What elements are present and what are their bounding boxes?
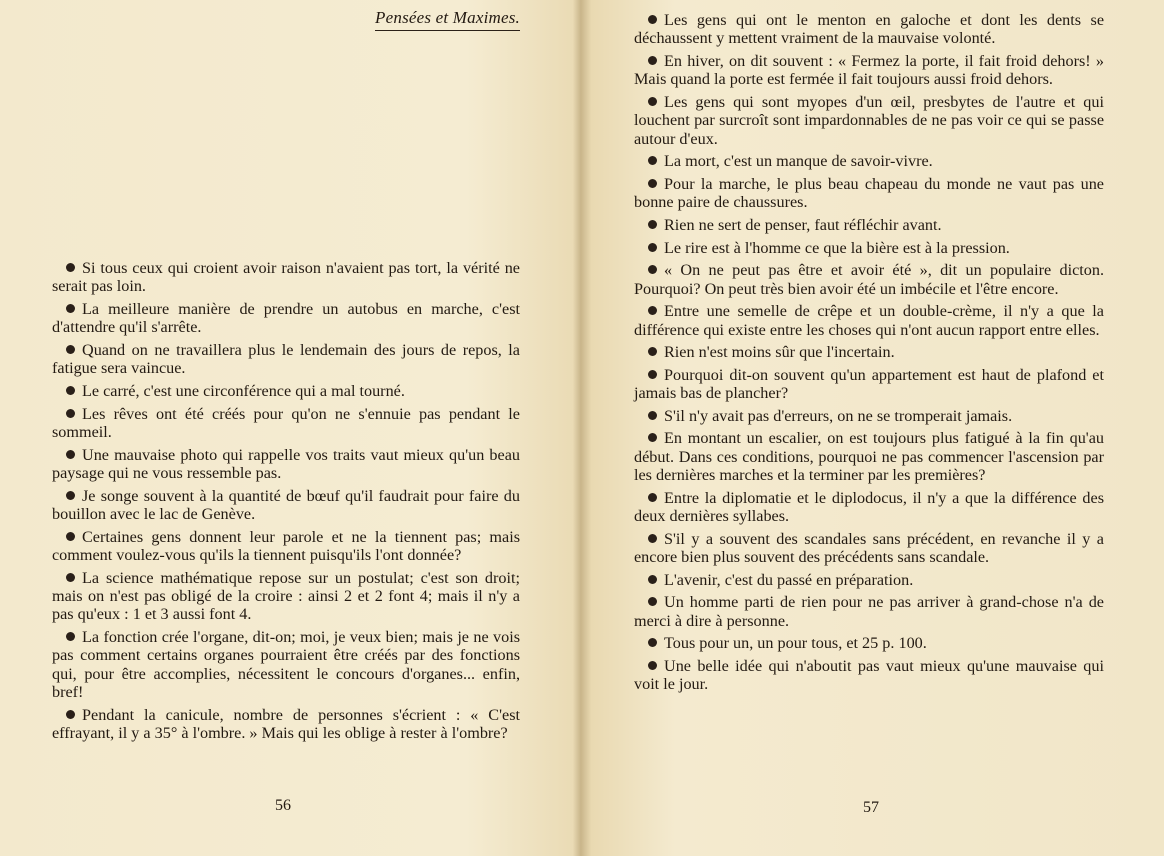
bullet-icon [648,56,657,65]
bullet-icon [648,411,657,420]
maxim-text: Tous pour un, un pour tous, et 25 p. 100. [664,634,927,653]
maxim-paragraph [52,628,520,702]
maxim-paragraph [634,52,1104,89]
maxim-text: La fonction crée l'organe, dit-on; moi, je veux bien; mais je ne vois pas comment certains organes pourraient être créés par des fonctions qui, pour être accomplies, nécessitent le concours d'organes... enfin, bref! [52,628,520,702]
running-head: Pensées et Maximes. [375,8,520,31]
bullet-icon [648,661,657,670]
bullet-icon [648,15,657,24]
bullet-icon [66,573,75,582]
bullet-icon [66,450,75,459]
page-number-right: 57 [863,799,879,816]
bullet-icon [66,345,75,354]
maxim-paragraph [634,261,1104,298]
bullet-icon [648,433,657,442]
maxim-paragraph [634,343,1104,361]
left-maxims-list [52,259,520,747]
maxim-paragraph [634,407,1104,425]
maxim-text: S'il n'y avait pas d'erreurs, on ne se tromperait jamais. [664,406,1013,425]
maxim-text: « On ne peut pas être et avoir été », dit un populaire dicton. Pourquoi? On peut très bien avoir été un imbécile et l'être encore. [634,261,1104,298]
maxim-text: En montant un escalier, on est toujours plus fatigué à la fin qu'au début. Dans ces conditions, pourquoi ne pas commencer l'ascension par les dernières marches et la terminer par les premières? [634,429,1104,485]
maxim-text: Le carré, c'est une circonférence qui a mal tourné. [82,382,405,400]
bullet-icon [648,243,657,252]
bullet-icon [66,491,75,500]
bullet-icon [648,370,657,379]
bullet-icon [648,638,657,647]
maxim-paragraph [52,528,520,565]
bullet-icon [648,534,657,543]
maxim-text: S'il y a souvent des scandales sans précédent, en revanche il y a encore bien plus souvent des précédents sans scandale. [634,529,1104,567]
maxim-text: Rien n'est moins sûr que l'incertain. [664,343,895,362]
bullet-icon [648,97,657,106]
bullet-icon [66,386,75,395]
maxim-paragraph [634,93,1104,148]
maxim-paragraph [634,593,1104,630]
maxim-paragraph [634,302,1104,339]
maxim-paragraph [634,571,1104,589]
maxim-text: Quand on ne travaillera plus le lendemain des jours de repos, la fatigue sera vaincue. [52,341,520,378]
page-number-left: 56 [275,797,291,814]
maxim-text: Une mauvaise photo qui rappelle vos traits vaut mieux qu'un beau paysage qui ne vous ressemble pas. [52,445,520,482]
maxim-text: Entre une semelle de crêpe et un double-crème, il n'y a que la différence qui existe entre les choses qui n'ont aucun rapport entre elles. [634,302,1104,339]
bullet-icon [66,532,75,541]
maxim-text: Les gens qui sont myopes d'un œil, presbytes de l'autre et qui louchent par surcroît sont impardonnables de ne pas voir ce qui se passe autour d'eux. [634,93,1104,148]
bullet-icon [66,304,75,313]
bullet-icon [66,263,75,272]
maxim-text: L'avenir, c'est du passé en préparation. [664,570,914,589]
maxim-paragraph [634,657,1104,694]
maxim-paragraph [52,259,520,296]
right-maxims-list [634,11,1104,698]
maxim-paragraph [52,487,520,524]
maxim-text: Le rire est à l'homme ce que la bière est à la pression. [664,238,1010,257]
bullet-icon [648,179,657,188]
bullet-icon [648,493,657,502]
maxim-text: La meilleure manière de prendre un autobus en marche, c'est d'attendre qu'il s'arrête. [52,300,520,337]
bullet-icon [66,710,75,719]
bullet-icon [648,306,657,315]
maxim-paragraph [634,489,1104,526]
maxim-text: Rien ne sert de penser, faut réfléchir avant. [664,216,942,234]
maxim-paragraph [52,300,520,337]
bullet-icon [648,220,657,229]
bullet-icon [648,597,657,606]
maxim-paragraph [634,429,1104,484]
maxim-text: Pendant la canicule, nombre de personnes s'écrient : « C'est effrayant, il y a 35° à l'ombre. » Mais qui les oblige à rester à l'ombre? [52,705,520,743]
maxim-paragraph [52,706,520,743]
maxim-paragraph [634,366,1104,403]
maxim-paragraph [634,634,1104,652]
maxim-text: En hiver, on dit souvent : « Fermez la porte, il fait froid dehors! » Mais quand la porte est fermée il fait toujours aussi froid dehors. [634,52,1104,89]
maxim-paragraph [634,239,1104,257]
maxim-paragraph [52,569,520,624]
maxim-text: Si tous ceux qui croient avoir raison n'avaient pas tort, la vérité ne serait pas loin. [52,259,520,296]
maxim-text: Entre la diplomatie et le diplodocus, il n'y a que la différence des deux dernières syllabes. [634,488,1104,526]
bullet-icon [648,575,657,584]
maxim-text: Un homme parti de rien pour ne pas arriver à grand-chose n'a de merci à dire à personne. [634,593,1104,630]
maxim-text: Pour la marche, le plus beau chapeau du monde ne vaut pas une bonne paire de chaussures. [634,175,1104,212]
left-page [52,0,520,856]
bullet-icon [66,409,75,418]
maxim-paragraph [634,175,1104,212]
maxim-text: La mort, c'est un manque de savoir-vivre. [664,152,933,171]
bullet-icon [648,265,657,274]
maxim-text: Les gens qui ont le menton en galoche et dont les dents se déchaussent y mettent vraiment de la mauvaise volonté. [634,11,1104,48]
maxim-text: Les rêves ont été créés pour qu'on ne s'ennuie pas pendant le sommeil. [52,404,520,441]
maxim-paragraph [634,11,1104,48]
maxim-text: Pourquoi dit-on souvent qu'un appartement est haut de plafond et jamais bas de plancher? [634,365,1104,403]
maxim-paragraph [52,405,520,442]
maxim-text: Une belle idée qui n'aboutit pas vaut mieux qu'une mauvaise qui voit le jour. [634,656,1104,694]
maxim-paragraph [634,216,1104,234]
maxim-paragraph [52,446,520,483]
bullet-icon [648,347,657,356]
bullet-icon [648,156,657,165]
maxim-paragraph [52,382,520,400]
maxim-text: Certaines gens donnent leur parole et ne la tiennent pas; mais comment voulez-vous qu'ils la tiennent puisqu'ils l'ont donnée? [52,527,520,564]
maxim-paragraph [634,152,1104,170]
maxim-paragraph [52,341,520,378]
maxim-text: Je songe souvent à la quantité de bœuf qu'il faudrait pour faire du bouillon avec le lac de Genève. [52,486,520,523]
right-page [634,0,1104,856]
bullet-icon [66,632,75,641]
maxim-text: La science mathématique repose sur un postulat; c'est son droit; mais on n'est pas obligé de la croire : ainsi 2 et 2 font 4; mais il n'y a pas qu'eux : 1 et 3 aussi font 4. [52,568,520,624]
maxim-paragraph [634,530,1104,567]
